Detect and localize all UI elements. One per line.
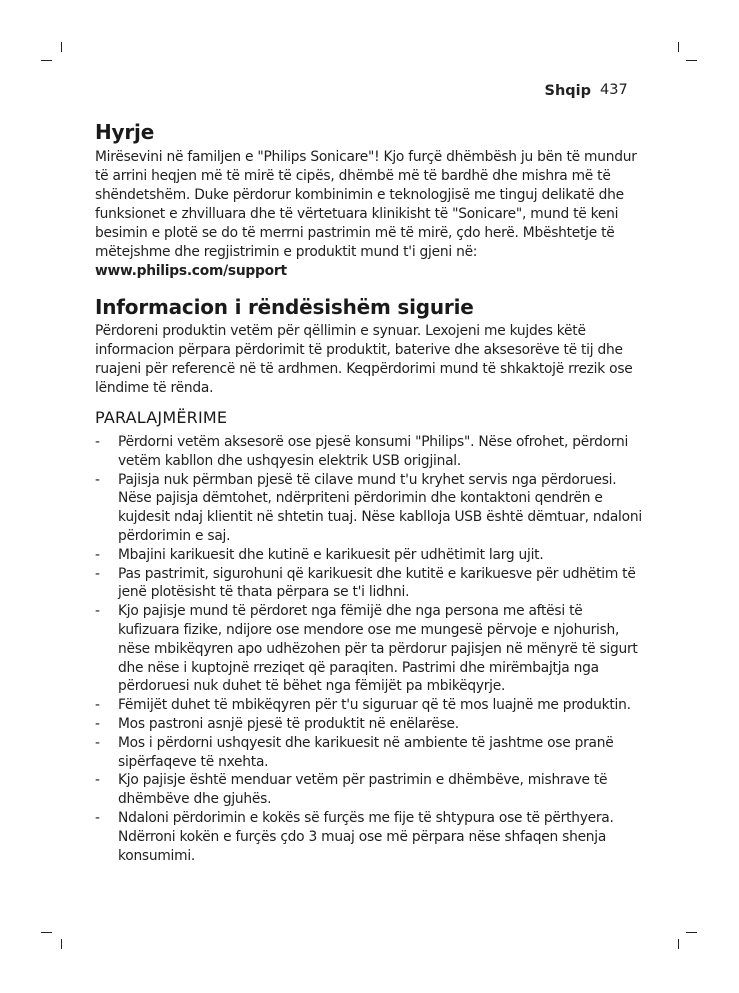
- list-item: [95, 809, 647, 865]
- warning-text: Mos i përdorni ushqyesit dhe karikuesit në ambiente të jashtme ose pranë sipërfaqeve të nxehta.: [118, 734, 614, 770]
- list-item: [95, 734, 647, 772]
- warning-list: [95, 433, 647, 865]
- crop-mark-bottom-left-h: [41, 932, 52, 933]
- list-item: [95, 546, 647, 565]
- bullet-dash: -: [95, 565, 100, 582]
- list-item: [95, 471, 647, 546]
- safety-title: Informacion i rëndësishëm sigurie: [95, 295, 474, 319]
- support-url: www.philips.com/support: [95, 263, 287, 279]
- bullet-dash: -: [95, 697, 100, 714]
- bullet-dash: -: [95, 546, 100, 563]
- bullet-dash: -: [95, 603, 100, 620]
- warning-text: Pas pastrimit, sigurohuni që karikuesit dhe kutitë e karikuesve për udhëtim të jenë plotësisht të thata përpara se t'i lidhni.: [118, 565, 636, 601]
- bullet-dash: -: [95, 434, 100, 450]
- safety-paragraph: Përdoreni produktin vetëm për qëllimin e synuar. Lexojeni me kujdes këtë informacion përpara përdorimit të produktit, baterive dhe aksesorëve të tij dhe ruajeni për referencë në të ardhmen. Keqpërdorimi mund të shkaktojë rrezik ose lëndime të rënda.: [95, 323, 633, 396]
- crop-mark-bottom-right-h: [686, 932, 697, 933]
- warning-text: Mos pastroni asnjë pjesë të produktit në enëlarëse.: [118, 715, 459, 732]
- crop-mark-top-left-v: [61, 42, 62, 52]
- intro-title: Hyrje: [95, 120, 155, 144]
- crop-mark-top-right-h: [686, 60, 697, 61]
- bullet-dash: -: [95, 715, 100, 732]
- bullet-dash: -: [95, 809, 100, 826]
- warning-text: Ndaloni përdorimin e kokës së furçës me fije të shtypura ose të përthyera. Ndërroni kokën e furçës çdo 3 muaj ose më përpara nëse shfaqen shenja konsumimi.: [118, 809, 614, 864]
- list-item: [95, 602, 647, 696]
- list-item: [95, 715, 647, 734]
- page-number: 437: [600, 82, 628, 98]
- bullet-dash: -: [95, 734, 100, 751]
- list-item: [95, 696, 647, 715]
- intro-paragraph: [95, 148, 647, 281]
- bullet-dash: -: [95, 471, 100, 488]
- bullet-dash: -: [95, 772, 100, 789]
- crop-mark-bottom-left-v: [61, 939, 62, 949]
- warning-heading: PARALAJMËRIME: [95, 408, 228, 427]
- warning-text: Kjo pajisje mund të përdoret nga fëmijë dhe nga persona me aftësi të kufizuara fizike, ndijore ose mendore ose me mungesë përvoje e njohurish, nëse mbikëqyren apo udhëzohen për ta përdorur pajisjen në mënyrë të sigurt dhe nëse i kuptojnë rreziqet që paraqiten. Pastrimi dhe mirëmbajtja nga përdoruesi nuk duhet të bëhet nga fëmijët pa mbikëqyrje.: [118, 603, 638, 695]
- warning-text: Fëmijët duhet të mbikëqyren për t'u siguruar që të mos luajnë me produktin.: [118, 697, 631, 714]
- warning-text: Përdorni vetëm aksesorë ose pjesë konsumi "Philips". Nëse ofrohet, përdorni vetëm kabllon dhe ushqyesin elektrik USB origjinal.: [118, 434, 629, 469]
- list-item: [95, 565, 647, 603]
- header-language: Shqip: [544, 83, 591, 99]
- crop-mark-top-right-v: [678, 42, 679, 52]
- list-item: [95, 771, 647, 809]
- warning-text: Mbajini karikuesit dhe kutinë e karikuesit për udhëtimit larg ujit.: [118, 546, 544, 563]
- crop-mark-bottom-right-v: [678, 939, 679, 949]
- intro-body: Mirësevini në familjen e "Philips Sonicare"! Kjo furçë dhëmbësh ju bën të mundur të arrini heqjen më të mirë të cipës, dhëmbë më të bardhë dhe mishra më të shëndetshëm. Duke përdorur kombinimin e teknologjisë me tinguj delikatë dhe funksionet e zhvilluara dhe të vërtetuara klinikisht të "Sonicare", mund të keni besimin e plotë se do të merrni pastrimin më të mirë, çdo herë. Mbështetje të mëtejshme dhe regjistrimin e produktit mund t'i gjeni në:: [95, 149, 637, 260]
- warning-text: Pajisja nuk përmban pjesë të cilave mund t'u kryhet servis nga përdoruesi. Nëse pajisja dëmtohet, ndërpriteni përdorimin dhe kontaktoni qendrën e kujdesit ndaj klientit në shtetin tuaj. Nëse kablloja USB është dëmtuar, ndaloni përdorimin e saj.: [118, 471, 642, 544]
- crop-mark-top-left-h: [41, 60, 52, 61]
- page-content: [95, 118, 647, 865]
- list-item: [95, 433, 647, 471]
- warning-text: Kjo pajisje është menduar vetëm për pastrimin e dhëmbëve, mishrave të dhëmbëve dhe gjuhës.: [118, 772, 608, 808]
